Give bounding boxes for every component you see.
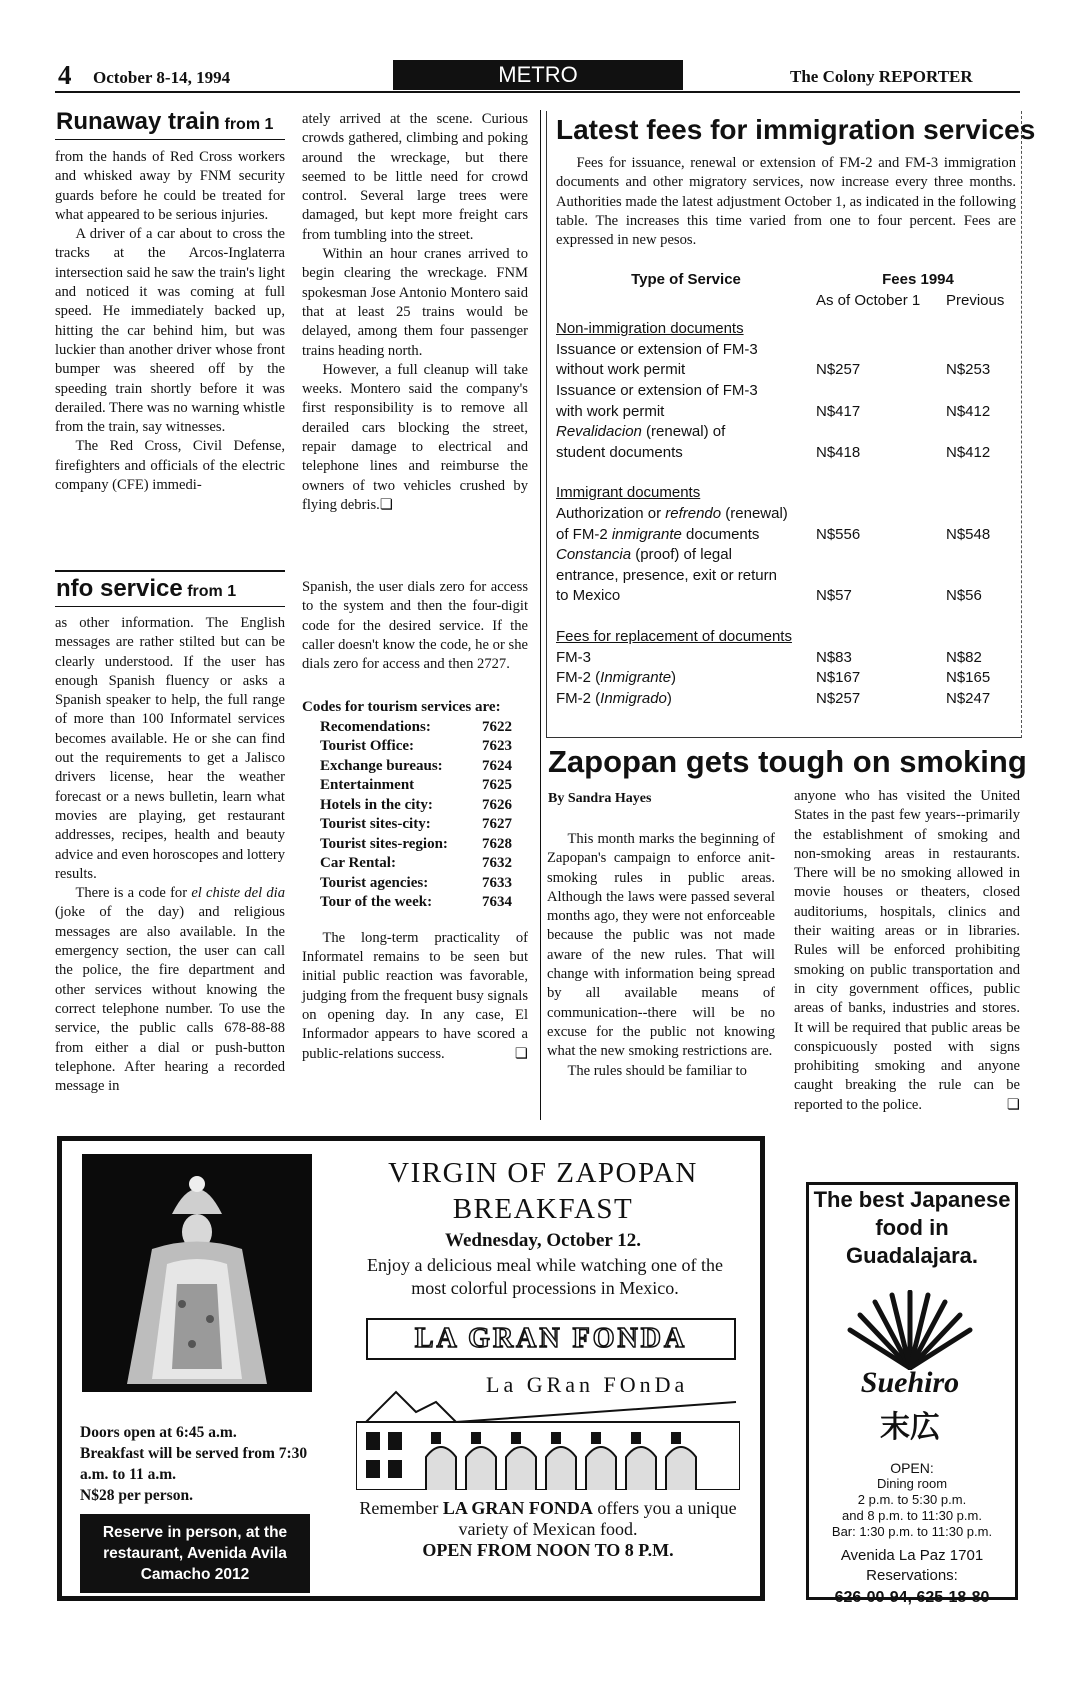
fees-r8-it: Inmigrado xyxy=(600,689,667,707)
fees-r4a2: (renewal) xyxy=(721,504,788,522)
code-row xyxy=(320,874,512,894)
code-name: Entertainment xyxy=(320,777,415,794)
runaway-headline-rule xyxy=(55,139,285,140)
fees-sec-nonimmigration: Non-immigration documents xyxy=(556,320,744,338)
fees-r6-prev: N$82 xyxy=(946,648,982,666)
japanese-res-label: Reservations: xyxy=(866,1567,958,1584)
fees-r1a: Issuance or extension of FM-3 xyxy=(556,340,758,358)
fees-r5a xyxy=(556,545,816,566)
code-value: 7622 xyxy=(482,718,512,735)
restaurant-drawing xyxy=(356,1362,740,1490)
smoking-para-2: The rules should be familiar to xyxy=(567,1062,747,1079)
runaway-para-6-text: However, a full cleanup will take weeks. Montero said the company's first responsibility is to remove all derailed cars blocking the street, repair damage to electrical and telephone lines and reimburse the owners of two vehicles crushed by flying debris. xyxy=(302,361,528,513)
fees-r2-prev: N$412 xyxy=(946,402,991,420)
fees-r7-it: Inmigrante xyxy=(600,669,672,687)
fees-r6: FM-3 xyxy=(556,648,591,666)
japanese-dining: Dining room xyxy=(876,1476,948,1491)
code-name: Tourist sites-region: xyxy=(320,835,448,852)
section-banner: METRO xyxy=(393,60,683,90)
gran-fonda-logo: LA GRAN FONDA xyxy=(366,1318,736,1360)
fees-r1b: without work permit xyxy=(556,361,686,379)
fees-sec-replacement: Fees for replacement of documents xyxy=(556,627,792,645)
fees-r8b: ) xyxy=(666,689,672,707)
code-name: Tourist agencies: xyxy=(320,874,429,891)
fees-r3b: student documents xyxy=(556,443,683,461)
info-para-1: as other information. The English messages are rather stilted but can be clearly understood. If the user has enough Spanish fluency or asks a Spanish speaker to help, the full range of more than 100 Informatel services becomes available. He or she can find out the requirements to get a Jalisco drivers license, hear the weather forecast or a news bulletin, learn what movies are playing, get restaurant addresses, recipes, health and beauty advice and even horoscopes and lottery results. xyxy=(55,615,285,882)
code-value: 7623 xyxy=(482,738,512,755)
fees-r5c: to Mexico xyxy=(556,587,621,605)
code-name: Recomendations: xyxy=(320,718,431,735)
code-value: 7633 xyxy=(482,874,512,891)
fees-r3a-it: Revalidacion xyxy=(556,423,642,441)
suehiro-script: Suehiro xyxy=(860,1366,960,1399)
code-name: Exchange bureaus: xyxy=(320,757,443,774)
code-value: 7632 xyxy=(482,855,512,872)
fees-r2-cur: N$417 xyxy=(816,402,861,420)
japanese-hours xyxy=(812,1460,1012,1606)
suehiro-logo xyxy=(830,1290,990,1444)
fees-sec-immigrant: Immigrant documents xyxy=(556,484,701,502)
runaway-para-5: Within an hour cranes arrived to begin clearing the wreckage. FNM spokesman Jose Antonio Montero said that at least 25 trains would be delayed, among them four passenger trains heading north. xyxy=(302,246,528,359)
remember-text-2: offers you a unique variety of Mexican food. xyxy=(458,1498,737,1539)
fees-r5-prev: N$56 xyxy=(946,587,982,605)
code-row xyxy=(320,776,512,796)
smoking-col-1 xyxy=(547,830,775,1081)
page-number: 4 xyxy=(58,60,72,90)
breakfast-price: N$28 per person. xyxy=(80,1487,193,1504)
codes-table xyxy=(320,718,512,913)
breakfast-reserve: Reserve in person, at the restaurant, Avenida Avila Camacho 2012 xyxy=(80,1514,310,1593)
codes-title: Codes for tourism services are: xyxy=(302,699,501,716)
restaurant-sign: La GRan FOnDa xyxy=(486,1372,689,1397)
info-para-4 xyxy=(302,929,528,1064)
fees-r1-cur: N$257 xyxy=(816,361,861,379)
code-value: 7634 xyxy=(482,894,512,911)
japanese-open: OPEN: xyxy=(890,1460,934,1476)
fees-r4b-it: inmigrante xyxy=(611,525,682,543)
fees-r3-cur: N$418 xyxy=(816,443,861,461)
info-from: from 1 xyxy=(187,583,237,600)
fees-r4a1: Authorization or xyxy=(556,504,666,522)
code-row xyxy=(320,835,512,855)
suehiro-kanji: 末広 xyxy=(880,1411,940,1444)
runaway-from: from 1 xyxy=(224,116,274,133)
fees-r4b xyxy=(556,525,816,546)
fees-r7b: ) xyxy=(671,669,677,687)
breakfast-hours: OPEN FROM NOON TO 8 P.M. xyxy=(422,1540,674,1560)
fees-r8 xyxy=(556,689,816,710)
info-title: nfo service xyxy=(56,575,183,602)
masthead-rule xyxy=(55,91,1020,93)
fees-r3a xyxy=(556,422,816,443)
fees-r3a-text: (renewal) of xyxy=(641,423,726,441)
info-col-1 xyxy=(55,614,285,1096)
runaway-col-1 xyxy=(55,148,285,495)
column-rule xyxy=(540,110,541,1120)
end-mark-icon: ❏ xyxy=(1006,1096,1020,1113)
fees-col-current: As of October 1 xyxy=(816,291,921,309)
info-headline xyxy=(56,575,236,603)
code-value: 7628 xyxy=(482,835,512,852)
breakfast-title-2: BREAKFAST xyxy=(452,1193,634,1225)
info-para-2-italic: el chiste del dia xyxy=(191,885,286,902)
code-name: Tourist Office: xyxy=(320,738,415,755)
japanese-phones: 626-00-94, 625-18-80 xyxy=(834,1589,990,1606)
virgin-statue-icon xyxy=(82,1154,312,1392)
code-value: 7626 xyxy=(482,796,512,813)
fees-r6-cur: N$83 xyxy=(816,648,852,666)
code-value: 7627 xyxy=(482,816,512,833)
code-name: Tour of the week: xyxy=(320,894,433,911)
code-row xyxy=(320,796,512,816)
fees-r4-cur: N$556 xyxy=(816,525,861,543)
smoking-byline: By Sandra Hayes xyxy=(548,791,652,806)
fees-table xyxy=(556,270,1020,709)
code-row xyxy=(320,757,512,777)
info-para-3: Spanish, the user dials zero for access to the system and then the four-digit code for the desired service. If the caller doesn't know the code, he or she dials zero for access and then 2727. xyxy=(302,579,528,673)
breakfast-served: Breakfast will be served from 7:30 a.m. to 11 a.m. xyxy=(80,1445,308,1483)
info-para-2a: There is a code for xyxy=(75,885,192,902)
smoking-para-3 xyxy=(794,787,1020,1115)
code-row xyxy=(320,893,512,913)
breakfast-details xyxy=(80,1422,320,1506)
code-row xyxy=(320,854,512,874)
code-value: 7625 xyxy=(482,777,512,794)
breakfast-remember xyxy=(348,1498,748,1561)
breakfast-title-1: VIRGIN OF ZAPOPAN xyxy=(388,1157,698,1189)
fees-r4a-it: refrendo xyxy=(665,504,722,522)
code-name: Tourist sites-city: xyxy=(320,816,431,833)
smoking-col-2 xyxy=(794,787,1020,1115)
fees-r7a: FM-2 ( xyxy=(556,669,601,687)
japanese-address: Avenida La Paz 1701 xyxy=(840,1547,984,1564)
end-mark-icon: ❏ xyxy=(514,1045,528,1062)
fees-r1-prev: N$253 xyxy=(946,361,991,379)
runaway-para-6 xyxy=(302,361,528,515)
breakfast-doors: Doors open at 6:45 a.m. xyxy=(80,1424,237,1441)
fees-r2b: with work permit xyxy=(556,402,665,420)
breakfast-title xyxy=(338,1155,748,1227)
info-para-4-text: The long-term practicality of Informatel remains to be seen but initial public reaction was favorable, judging from the frequent busy signals on opening day. In any case, El Informador appears to have scored a public-relations success. xyxy=(302,929,528,1062)
smoking-para-1: This month marks the beginning of Zapopan's campaign to enforce anit-smoking rules in public areas. Although the laws were passed several months ago, they were not enforceable because the public was not made aware of the new rules. That will change with information being spread by all available means of communication--there will be no excuse for the public not knowing what the new smoking restrictions are. xyxy=(547,831,775,1060)
fees-headline: Latest fees for immigration services xyxy=(556,114,1036,145)
fees-r4a xyxy=(556,504,816,525)
japanese-dining-h2: and 8 p.m. to 11:30 p.m. xyxy=(842,1508,982,1523)
code-value: 7624 xyxy=(482,757,512,774)
fees-r7-cur: N$167 xyxy=(816,669,861,687)
info-para-2 xyxy=(55,884,285,1096)
code-row xyxy=(320,737,512,757)
fees-col-fees: Fees 1994 xyxy=(882,271,954,288)
fees-intro: Fees for issuance, renewal or extension of FM-2 and FM-3 immigration documents and other migratory services, now increase every three months. Authorities made the latest adjustment October 1, as indicated in the following table. The increases this time varied from one to four percent. Fees are expressed in new pesos. xyxy=(556,155,1016,249)
remember-bold: LA GRAN FONDA xyxy=(442,1498,593,1518)
smoking-headline: Zapopan gets tough on smoking xyxy=(548,744,1027,779)
info-top-rule xyxy=(55,570,285,572)
info-headline-rule xyxy=(55,606,285,607)
fan-logo-icon xyxy=(830,1290,990,1370)
fees-r8a: FM-2 ( xyxy=(556,689,601,707)
fees-r5a-text: (proof) of legal xyxy=(631,546,732,564)
runaway-headline xyxy=(56,108,273,136)
issue-date: October 8-14, 1994 xyxy=(93,68,231,87)
breakfast-date: Wednesday, October 12. xyxy=(445,1230,641,1251)
fees-r7 xyxy=(556,668,816,689)
fees-col-previous: Previous xyxy=(946,291,1005,309)
fees-r8-prev: N$247 xyxy=(946,689,991,707)
code-name: Car Rental: xyxy=(320,855,396,872)
code-row xyxy=(320,718,512,738)
fees-table-wrap xyxy=(556,270,1020,709)
japanese-bar: Bar: 1:30 p.m. to 11:30 p.m. xyxy=(831,1524,993,1539)
fees-r5-cur: N$57 xyxy=(816,587,852,605)
fees-col-type: Type of Service xyxy=(631,271,741,288)
end-mark-icon: ❏ xyxy=(379,496,393,513)
runaway-para-3: The Red Cross, Civil Defense, firefighters and officials of the electric company (CFE) immedi- xyxy=(55,438,285,494)
info-para-2b: (joke of the day) and religious messages are also available. In the emergency section, the user can call the police, the fire department and other services without knowing the correct telephone number. To use the service, the public calls 678-88-88 from either a dial or push-button telephone. After hearing a recorded message in xyxy=(55,904,285,1095)
info-col-2 xyxy=(302,578,528,1064)
runaway-para-1: from the hands of Red Cross workers and whisked away by FNM security guards before he could be treated for what appeared to be serious injuries. xyxy=(55,149,285,223)
code-row xyxy=(320,815,512,835)
fees-r5b: entrance, presence, exit or return xyxy=(556,566,777,584)
code-name: Hotels in the city: xyxy=(320,796,433,813)
japanese-dining-h1: 2 p.m. to 5:30 p.m. xyxy=(857,1492,967,1507)
fees-r2a: Issuance or extension of FM-3 xyxy=(556,381,758,399)
fees-r5a-it: Constancia xyxy=(556,546,632,564)
breakfast-desc: Enjoy a delicious meal while watching one of the most colorful processions in Mexico. xyxy=(367,1255,723,1298)
fees-r4b2: documents xyxy=(681,525,760,543)
runaway-col-2 xyxy=(302,110,528,515)
fees-r8-cur: N$257 xyxy=(816,689,861,707)
paper-name: The Colony REPORTER xyxy=(790,67,973,86)
virgin-photo xyxy=(82,1154,312,1392)
fees-r7-prev: N$165 xyxy=(946,669,991,687)
runaway-para-2: A driver of a car about to cross the tracks at the Arcos-Inglaterra intersection said he saw the train's light and noticed it was coming at full speed. He immediately backed up, hitting the car behind him, but was luckier than another driver whose front bumper was sheered off by the speeding train shortly before it was derailed. There was no warning whistle from the train, say witnesses. xyxy=(55,226,285,436)
fees-r4-prev: N$548 xyxy=(946,525,991,543)
fees-r3-prev: N$412 xyxy=(946,443,991,461)
runaway-para-4: ately arrived at the scene. Curious crowds gathered, climbing and poking around the wreckage, but there seemed to be little need for crowd control. Several large trees were damaged, but kept more freight cars from tumbling into the street. xyxy=(302,111,528,243)
runaway-title: Runaway train xyxy=(56,108,221,135)
smoking-para-3-text: anyone who has visited the United States in the past few years--primarily the establishment of smoking and non-smoking areas in restaurants. There will be no smoking allowed in movie houses or theaters, closed auditoriums, hospitals, clinics and their waiting areas or in libraries. Rules will be enforced prohibiting smoking on public transportation and in city government offices, public areas of banks, industries and stores. It will be required that public areas be conspicuously posted with signs prohibiting smoking and anyone caught breaking the rule can be reported to the police. xyxy=(794,788,1020,1113)
remember-text-1: Remember xyxy=(359,1498,443,1518)
japanese-headline: The best Japanese food in Guadalajara. xyxy=(813,1187,1011,1268)
fees-r4b1: of FM-2 xyxy=(556,525,612,543)
